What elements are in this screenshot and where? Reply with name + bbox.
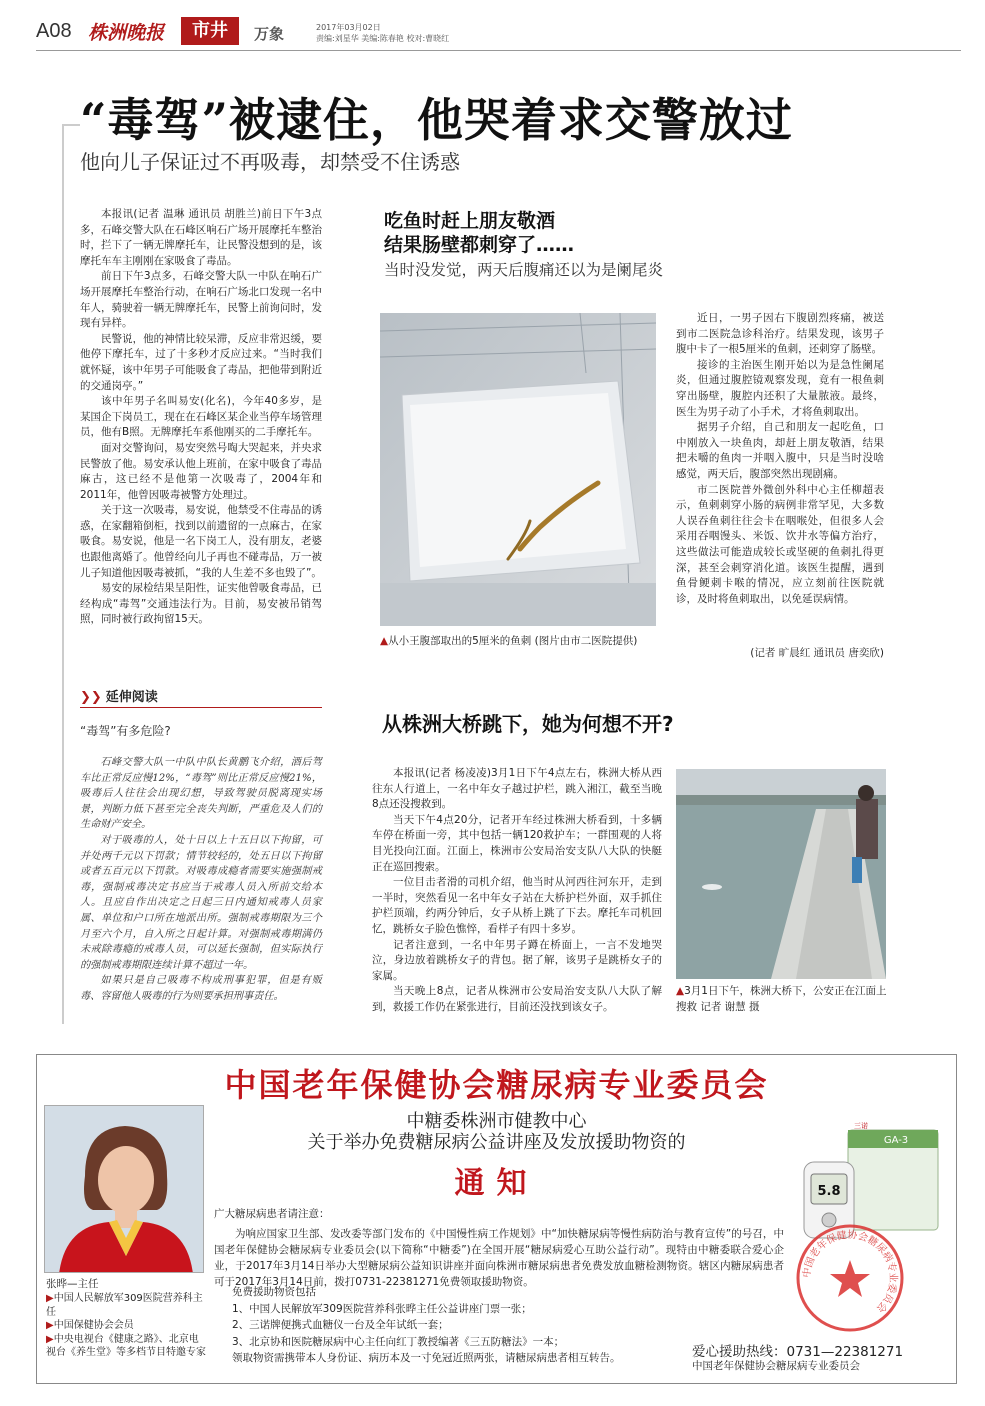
ad-org-line: 中糖委株洲市健教中心 bbox=[406, 1111, 587, 1132]
main-subheadline: 他向儿子保证过不再吸毒，却禁受不住诱惑 bbox=[80, 150, 460, 174]
story2-body bbox=[676, 311, 884, 607]
story2-headline-line1: 吃鱼时赶上朋友敬酒 bbox=[384, 210, 556, 232]
ad-greeting: 广大糖尿病患者请注意： bbox=[214, 1208, 330, 1220]
bridge-rescue-photo bbox=[676, 769, 886, 979]
list-item: 2、三诺牌便携式血糖仪一台及全年试纸一套； bbox=[232, 1319, 449, 1331]
paragraph: 前日下午3点多，石峰交警大队一中队在响石广场开展摩托车整治行动，在响石广场北口发现一名中年人，骑驶着一辆无牌摩托车，民警上前询问时，发现有异样。 bbox=[80, 270, 322, 330]
paragraph: 民警说，他的神情比较呆滞，反应非常迟缓，要他停下摩托车，过了十多秒才反应过来。“当时我们就怀疑，该中年男子可能吸食了毒品，把他带到附近的交通岗亭。” bbox=[80, 332, 322, 392]
headline-bracket-top bbox=[62, 124, 80, 126]
doctor-portrait bbox=[44, 1105, 204, 1273]
caption-text: 从小王腹部取出的5厘米的鱼刺 (图片由市二医院提供) bbox=[388, 635, 638, 647]
paragraph: 当天晚上8点，记者从株洲市公安局治安支队八大队了解到，救援工作仍在紧张进行，目前还没找到该女子。 bbox=[372, 985, 662, 1013]
bullet-icon: ▶ bbox=[46, 1333, 54, 1345]
main-headline: “毒驾”被逮住，他哭着求交警放过 bbox=[80, 93, 793, 147]
paragraph: 对于吸毒的人，处十日以上十五日以下拘留，可并处两千元以下罚款；情节较轻的，处五日以下拘留或者五百元以下罚款。对吸毒成瘾者需要实施强制戒毒，强制戒毒决定书应当于戒毒人员入所前交给本人。且应自作出决定之日起三日内通知戒毒人员家属、单位和户口所在地派出所。强制戒毒期限为三个月至六个月，自入所之日起计算。对强制戒毒期满仍未戒除毒瘾的戒毒人员，可以延长强制，但实际执行的强制戒毒期限连续计算不超过一年。 bbox=[80, 834, 322, 971]
paragraph: 为响应国家卫生部、发改委等部门发布的《中国慢性病工作规划》中“加快糖尿病等慢性病防治与教育宣传”的号召，中国老年保健协会糖尿病专业委员会(以下简称“中糖委”)在全国开展“糖尿病爱心互助公益行动”。现特由中糖委联合爱心企业，于2017年3月14日举办大型糖尿病公益知识讲座并面向株洲市糖尿病患者免费发放血糖检测物资。辖区内糖尿病患者可于2017年3月14日前，拨打0731-22381271免费领取援助物资。 bbox=[214, 1228, 784, 1288]
list-item: 1、中国人民解放军309医院营养科张晔主任公益讲座门票一张； bbox=[232, 1302, 532, 1315]
paragraph: 如果只是自己吸毒不构成刑事犯罪，但是有贩毒、容留他人吸毒的行为则要承担刑事责任。 bbox=[80, 975, 322, 1002]
paragraph: 一位目击者滑的司机介绍，他当时从河西往河东开，走到一半时，突然看见一名中年女子站在大桥护栏外面，双手抓住护栏顶端，约两分钟后，女子从桥上跳了下去。摩托车司机回忆，跳桥女子脸色憔悴，看样子有四十多岁。 bbox=[372, 876, 662, 935]
paragraph: 当天下午4点20分，记者开车经过株洲大桥看到，十多辆车停在桥面一旁，其中包括一辆120救护车；一群围观的人将目光投向江面。江面上，株洲市公安局治安支队八大队的快艇正在巡回搜索。 bbox=[372, 813, 662, 873]
caption-text: 3月1日下午，株洲大桥下，公安正在江面上搜救 记者 谢慧 摄 bbox=[676, 985, 887, 1013]
story3-headline: 从株洲大桥跳下，她为何想不开? bbox=[382, 712, 674, 736]
paragraph: 记者注意到，一名中年男子蹲在桥面上，一言不发地哭泣，身边放着跳桥女子的背包。据了解，该男子是跳桥女子的家属。 bbox=[372, 938, 662, 982]
fishbone-illustration bbox=[380, 313, 656, 626]
caption-triangle-icon: ▲ bbox=[380, 635, 389, 647]
caption-triangle-icon: ▲ bbox=[676, 985, 685, 997]
issue-date: 2017年03月02日 bbox=[316, 23, 381, 32]
ad-body bbox=[214, 1226, 784, 1290]
product-model: GA-3 bbox=[883, 1135, 909, 1146]
main-story-body bbox=[80, 207, 322, 628]
paragraph: 关于这一次吸毒，易安说，他禁受不住毒品的诱惑，在家翻箱倒柜，找到以前遗留的一点麻古，在家吸食。易安说，他是一名下岗工人，没有朋友，老婆也跟他离婚了。他曾经向儿子再也不碰毒品，万一被儿子知道他因吸毒被抓，“我的人生差不多也毁了”。 bbox=[80, 504, 322, 579]
meter-reading: 5.8 bbox=[817, 1184, 841, 1199]
story2-byline: (记者 旷晨红 通讯员 唐奕欣) bbox=[750, 647, 884, 659]
ad-notice-heading: 通知 bbox=[454, 1166, 539, 1201]
story2-subheadline: 当时没发觉，两天后腹痛还以为是阑尾炎 bbox=[384, 261, 664, 279]
doctor-credentials bbox=[46, 1292, 206, 1360]
related-question: “毒驾”有多危险? bbox=[80, 724, 171, 738]
portrait-illustration bbox=[45, 1106, 204, 1273]
paragraph: 本报讯(记者 杨凌凌)3月1日下午4点左右，株洲大桥从西往东人行道上，一名中年女子越过护栏，跳入湘江，截至当晚8点还没搜救到。 bbox=[372, 767, 662, 811]
paragraph: 石峰交警大队一中队中队长黄鹏飞介绍，酒后驾车比正常反应慢12%，“毒驾”则比正常反应慢21%，吸毒后人往往会出现幻想，导致驾驶员脱离现实场景，判断力低下甚至完全丧失判断，严重危及人们的生命财产安全。 bbox=[80, 757, 322, 831]
editor-credits: 责编:刘星华 美编:陈春艳 校对:曹晓红 bbox=[316, 34, 450, 43]
paragraph: 易安的尿检结果呈阳性，证实他曾吸食毒品，已经构成“毒驾”交通违法行为。目前，易安被吊销驾照，同时被行政拘留15天。 bbox=[80, 582, 322, 626]
story3-body bbox=[372, 766, 662, 1016]
ad-hotline: 爱心援助热线：0731—22381271 bbox=[692, 1344, 904, 1360]
bridge-illustration bbox=[676, 769, 886, 979]
subsection-label: 万象 bbox=[254, 25, 285, 43]
double-chevron-icon: ❯❯ bbox=[80, 690, 102, 705]
list-item: 领取物资需携带本人身份证、病历本及一寸免冠近照两张，请糖尿病患者相互转告。 bbox=[232, 1352, 621, 1364]
related-body bbox=[80, 755, 322, 1005]
list-item: 3、北京协和医院糖尿病中心主任向红丁教授编著《三五防糖法》一本； bbox=[232, 1335, 565, 1348]
credential-item: ▶中央电视台《健康之路》、北京电视台《养生堂》等多档节目特邀专家 bbox=[46, 1333, 206, 1358]
seal-text: 中国老年保健协会糖尿病专业委员会 bbox=[801, 1229, 899, 1315]
paragraph: 市二医院普外微创外科中心主任柳超表示，鱼刺刺穿小肠的病例非常罕见，大多数人误吞鱼刺往往会卡在咽喉处，但很多人会采用吞咽馒头、米饭、饮井水等偏方治疗，这些做法可能造成较长或坚硬的鱼刺扎得更深，甚至会刺穿消化道。该医生提醒，遇到鱼骨鲠刺卡喉的情况，应立刻前往医院就诊，及时将鱼刺取出，以免延误病情。 bbox=[676, 483, 884, 605]
related-reading-label: 延伸阅读 bbox=[105, 690, 158, 705]
doctor-name: 张晔—主任 bbox=[46, 1278, 99, 1290]
seal-illustration bbox=[794, 1222, 906, 1334]
ad-purpose-line: 关于举办免费糖尿病公益讲座及发放援助物资的 bbox=[307, 1132, 686, 1153]
related-reading-heading bbox=[80, 686, 322, 705]
story2-headline-line2: 结果肠壁都刺穿了…… bbox=[384, 234, 575, 256]
newspaper-logo: 株洲晚报 bbox=[88, 22, 165, 44]
bridge-photo-caption bbox=[676, 983, 888, 1015]
bullet-icon: ▶ bbox=[46, 1320, 54, 1331]
paragraph: 该中年男子名叫易安(化名)，今年40多岁，是某国企下岗员工，现在在石峰区某企业当停车场管理员，他有B照。无牌摩托车系他刚买的二手摩托车。 bbox=[80, 395, 322, 439]
page-number: A08 bbox=[36, 20, 72, 42]
paragraph: 面对交警询问，易安突然号啕大哭起来，并央求民警放了他。易安承认他上班前，在家中吸食了毒品麻古，这已经不是他第一次吸毒了，2004年和2011年，他曾因吸毒被警方处理过。 bbox=[80, 441, 322, 501]
bullet-icon: ▶ bbox=[46, 1293, 54, 1304]
ad-organization: 中国老年保健协会糖尿病专业委员会 bbox=[692, 1360, 860, 1372]
product-brand: 三诺 bbox=[854, 1122, 868, 1130]
credential-item: ▶中国保健协会会员 bbox=[46, 1320, 134, 1331]
list-intro: 免费援助物资包括 bbox=[232, 1286, 316, 1298]
paragraph: 据男子介绍，自己和朋友一起吃鱼，口中刚放入一块鱼肉，却赶上朋友敬酒，结果把未嚼的鱼肉一并咽入腹中，只是当时没啥感觉，两天后，腹部突然出现剧痛。 bbox=[676, 421, 884, 480]
header-divider bbox=[36, 50, 961, 51]
paragraph: 接诊的主治医生刚开始以为是急性阑尾炎，但通过腹腔镜观察发现，竟有一根鱼刺穿出肠壁，腹腔内还积了大量脓液。最终，医生为男子动了小手术，才将鱼刺取出。 bbox=[676, 358, 884, 418]
ad-title: 中国老年保健协会糖尿病专业委员会 bbox=[224, 1066, 769, 1104]
fishbone-photo bbox=[380, 313, 656, 626]
section-badge: 市井 bbox=[181, 17, 239, 45]
fishbone-photo-caption bbox=[380, 633, 656, 649]
paragraph: 本报讯(记者 温琳 通讯员 胡胜兰)前日下午3点多，石峰交警大队在石峰区响石广场开展摩托车整治时，拦下了一辆无牌摩托车，让民警没想到的是，该摩托车车主刚刚在家吸食了毒品。 bbox=[80, 208, 322, 267]
headline-bracket-line bbox=[62, 124, 64, 1024]
official-seal bbox=[794, 1222, 906, 1334]
credential-item: ▶中国人民解放军309医院营养科主任 bbox=[46, 1293, 203, 1318]
related-divider bbox=[80, 707, 322, 708]
paragraph: 近日，一男子因右下腹剧烈疼痛，被送到市二医院急诊科治疗。结果发现，该男子腹中卡了一根5厘米的鱼刺，还刺穿了肠壁。 bbox=[676, 312, 884, 356]
